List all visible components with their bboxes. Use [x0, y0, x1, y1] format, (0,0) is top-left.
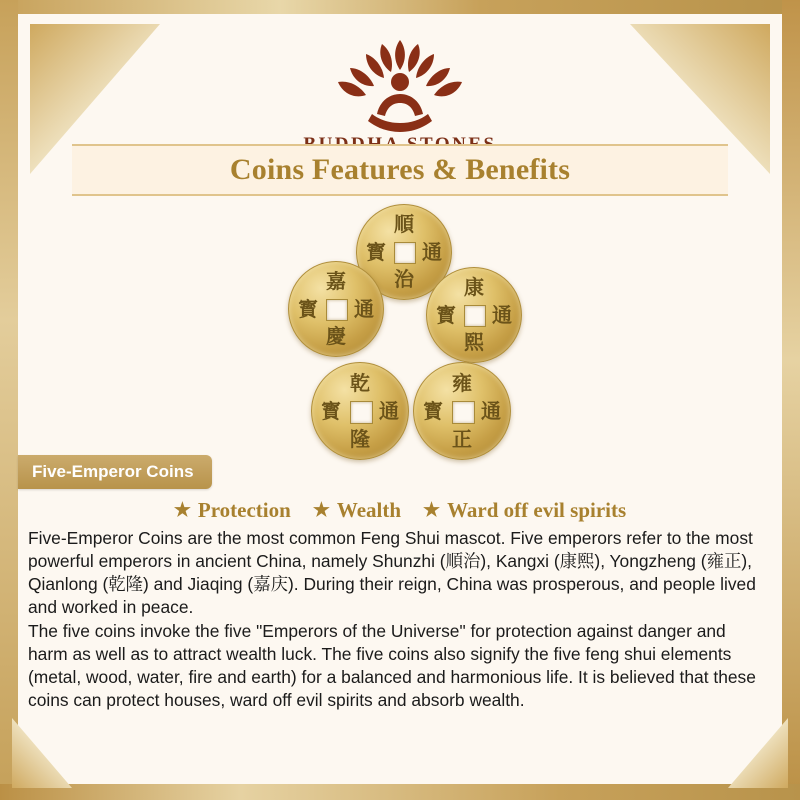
coin-glyph: 雍 — [452, 371, 472, 395]
description-paragraph-1: Five-Emperor Coins are the most common Feng Shui mascot. Five emperors refer to the most powerful emperors in ancient China, namely Shunzhi (順治), Kangxi (康熙), Yongzheng (雍正), Qianlong (乾隆) and Jiaqing (嘉庆). During their reign, China was prosperous, and people lived and worked in peace. — [28, 528, 756, 618]
coin-yongzheng — [413, 362, 511, 460]
benefit-label: Wealth — [336, 498, 402, 522]
coin-glyph: 嘉 — [326, 269, 346, 293]
benefits-row — [18, 498, 782, 523]
page-title: Coins Features & Benefits — [229, 153, 571, 186]
product-image — [18, 194, 782, 451]
frame-bottom-border — [0, 784, 800, 800]
coin-qianlong — [311, 362, 409, 460]
benefit-item — [313, 498, 401, 523]
star-icon: ★ — [312, 500, 330, 521]
coin-glyph: 通 — [481, 399, 501, 423]
coin-glyph: 正 — [452, 427, 472, 451]
coin-glyph: 通 — [379, 399, 399, 423]
coin-hole — [464, 305, 486, 327]
coin-hole — [350, 401, 373, 424]
coin-glyph: 通 — [492, 303, 512, 327]
frame-top-border — [0, 0, 800, 14]
benefit-label: Protection — [197, 498, 291, 522]
benefit-label: Ward off evil spirits — [447, 498, 627, 522]
coin-glyph: 寳 — [366, 240, 386, 264]
coin-hole — [452, 401, 475, 424]
coin-glyph: 隆 — [350, 427, 370, 451]
coin-glyph: 治 — [394, 267, 414, 291]
coin-kangxi — [426, 267, 522, 363]
benefit-item — [174, 498, 291, 523]
coin-glyph: 寳 — [423, 399, 443, 423]
star-icon: ★ — [173, 500, 191, 521]
lotus-meditation-logo-icon — [310, 22, 490, 132]
coin-glyph: 通 — [354, 297, 374, 321]
coin-glyph: 慶 — [326, 324, 346, 348]
frame-right-border — [782, 0, 800, 800]
coin-glyph: 康 — [464, 275, 484, 299]
coin-hole — [394, 242, 416, 264]
product-label-tab — [18, 455, 212, 489]
content-area — [18, 14, 782, 784]
coin-glyph: 熙 — [464, 330, 484, 354]
coin-glyph: 通 — [422, 240, 442, 264]
title-banner — [72, 144, 728, 196]
coin-glyph: 寳 — [298, 297, 318, 321]
coin-glyph: 寳 — [436, 303, 456, 327]
coin-hole — [326, 299, 348, 321]
description-block — [20, 527, 776, 712]
star-icon: ★ — [423, 500, 441, 521]
coin-glyph: 寳 — [321, 399, 341, 423]
benefit-item — [423, 498, 626, 523]
coin-jiaqing — [288, 261, 384, 357]
product-label-text: Five-Emperor Coins — [32, 462, 194, 481]
coin-glyph: 順 — [394, 212, 414, 236]
coin-glyph: 乾 — [350, 371, 370, 395]
description-paragraph-2: The five coins invoke the five "Emperors of the Universe" for protection against danger and harm as well as to attract wealth luck. The five coins also signify the five feng shui elements (metal, wood, water, fire and earth) for a balanced and harmonious life. It is believed that these coins can protect houses, ward off evil spirits and absorb wealth. — [28, 620, 756, 710]
frame-left-border — [0, 0, 18, 800]
